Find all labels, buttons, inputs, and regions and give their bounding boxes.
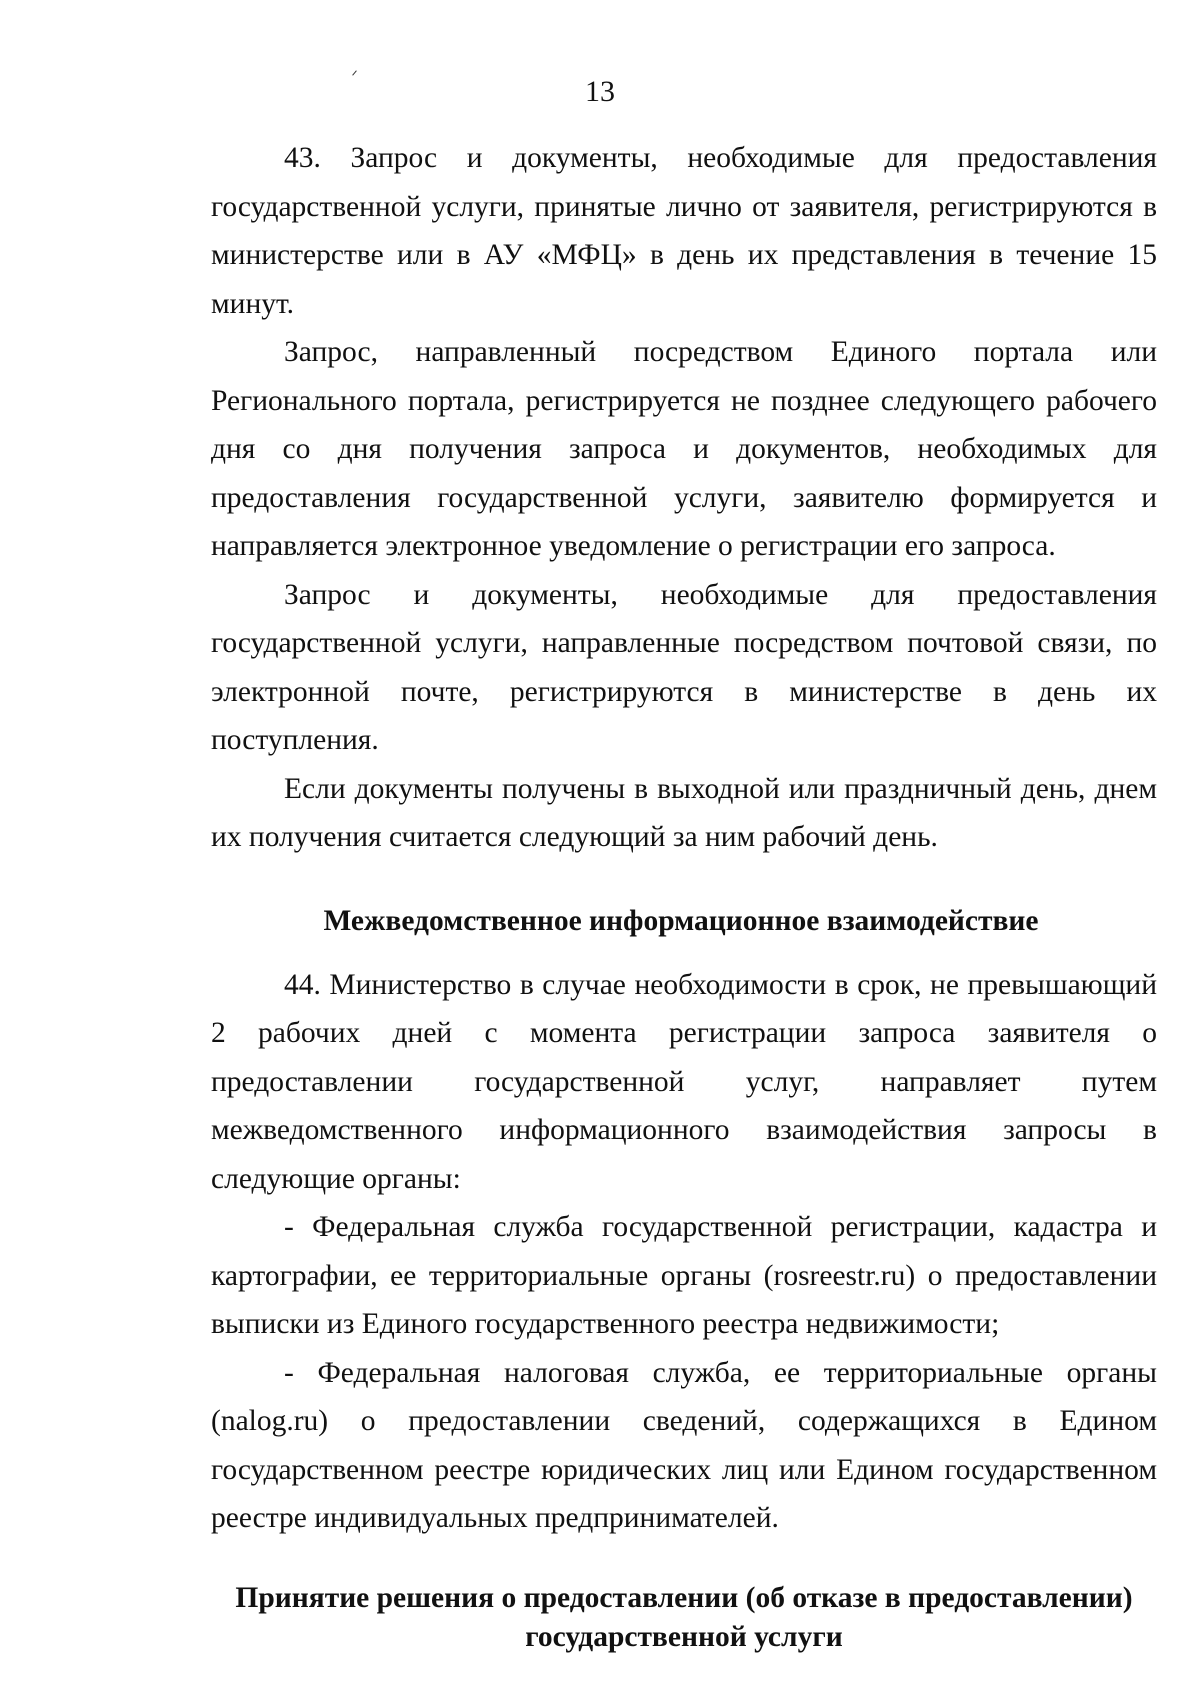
paragraph-holiday-receipt: Если документы получены в выходной или праздничный день, днем их получения считается следующий за ним рабочий день. [211,772,1157,853]
section-heading-decision-line-1: Принятие решения о предоставлении (об отказе в предоставлении) [235,1581,1133,1614]
paragraph-43-registration: 43. Запрос и документы, необходимые для предоставления государственной услуги, принятые лично от заявителя, регистрируются в министерстве или в АУ «МФЦ» в день их представления в течение 15 минут. [211,142,1157,320]
section-heading-decision [171,1579,1197,1657]
list-item-rosreestr: - Федеральная служба государственной регистрации, кадастра и картографии, ее территориальные органы (rosreestr.ru) о предоставлении выписки из Единого государственного реестра недвижимости; [211,1211,1157,1340]
paragraph-portal-request: Запрос, направленный посредством Единого портала или Регионального портала, регистрируется не позднее следующего рабочего дня со дня получения запроса и документов, необходимых для предоставления государственной услуги, заявителю формируется и направляется электронное уведомление о регистрации его запроса. [211,336,1157,562]
list-item-nalog: - Федеральная налоговая служба, ее территориальные органы (nalog.ru) о предоставлении сведений, содержащихся в Едином государственном реестре юридических лиц или Едином государственном реестре индивидуальных предпринимателей. [211,1356,1157,1534]
document-body [211,134,1157,1657]
paragraph-44-interagency-requests: 44. Министерство в случае необходимости в срок, не превышающий 2 рабочих дней с момента регистрации запроса заявителя о предоставлении государственной услуг, направляет путем межведомственного информационного взаимодействия запросы в следующие органы: [211,968,1157,1195]
page-number: 13 [585,75,615,108]
section-heading-interagency: Межведомственное информационное взаимодействие [323,904,1039,937]
section-heading-decision-line-2: государственной услуги [525,1620,843,1653]
paragraph-postal-request: Запрос и документы, необходимые для предоставления государственной услуги, направленные посредством почтовой связи, по электронной почте, регистрируются в министерстве в день их поступления. [211,578,1157,756]
